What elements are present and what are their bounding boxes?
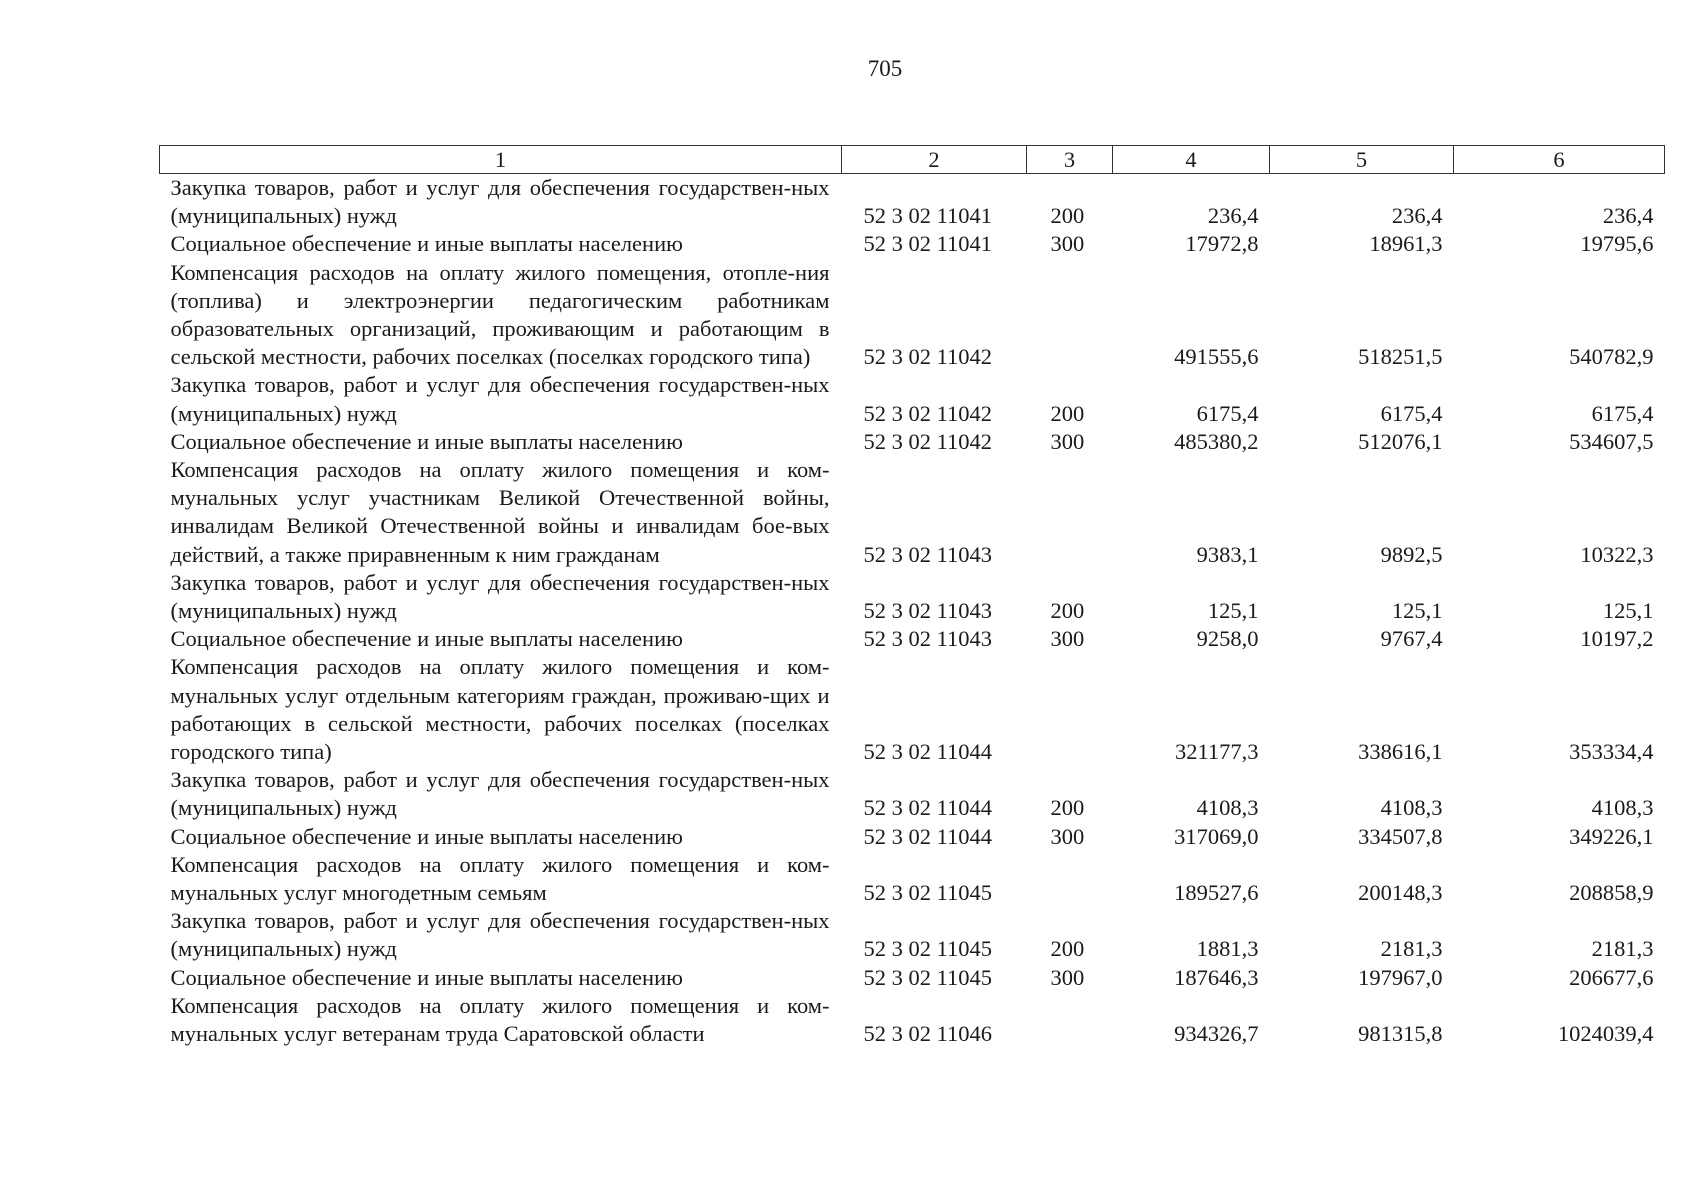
row-value-1-cell: 485380,2	[1174, 428, 1259, 454]
row-code-cell: 52 3 02 11045	[863, 880, 993, 906]
row-name-cell: Компенсация расходов на оплату жилого помещения и ком-мунальных услуг отдельным категориям граждан, проживаю-щих и работающих в сельской местности, рабочих поселках (поселках городского типа)	[170, 654, 830, 765]
row-name-cell: Компенсация расходов на оплату жилого помещения и ком-мунальных услуг участникам Великой Отечественной войны, инвалидам Великой Отечественной войны и инвалидам бое-вых действий, а также приравненным к ним гражданам	[170, 457, 830, 567]
row-name-cell: Социальное обеспечение и иные выплаты населению	[170, 964, 683, 990]
table-body	[160, 174, 1665, 1049]
row-value-1-cell: 17972,8	[1185, 231, 1259, 257]
row-value-3-cell: 6175,4	[1591, 400, 1654, 426]
row-value-2-cell: 518251,5	[1358, 344, 1443, 370]
row-value-2-cell: 6175,4	[1380, 400, 1443, 426]
row-type-cell: 300	[1050, 231, 1085, 257]
row-value-3-cell: 2181,3	[1591, 936, 1654, 962]
row-type-cell	[1027, 259, 1113, 372]
row-name-cell: Закупка товаров, работ и услуг для обеспечения государствен-ных (муниципальных) нужд	[170, 767, 830, 821]
row-type-cell: 200	[1050, 400, 1085, 426]
row-name-cell: Компенсация расходов на оплату жилого помещения, отопле-ния (топлива) и электроэнергии педагогическим работникам образовательных организаций, проживающим и работающим в сельской местности, рабочих поселках (поселках городского типа)	[170, 259, 830, 370]
table-row	[160, 766, 1665, 822]
row-value-2-cell: 334507,8	[1358, 823, 1443, 849]
row-type-cell	[1027, 653, 1113, 766]
row-value-2-cell: 200148,3	[1358, 880, 1443, 906]
table-row	[160, 625, 1665, 653]
table-row	[160, 569, 1665, 625]
row-name-cell: Компенсация расходов на оплату жилого помещения и ком-мунальных услуг ветеранам труда Саратовской области	[170, 992, 830, 1047]
row-name-cell: Социальное обеспечение и иные выплаты населению	[170, 626, 683, 652]
row-type-cell: 200	[1050, 936, 1085, 962]
row-value-1-cell: 9383,1	[1196, 541, 1259, 567]
row-value-1-cell: 491555,6	[1174, 344, 1259, 370]
table-row	[160, 371, 1665, 427]
table-row	[160, 456, 1665, 569]
row-value-2-cell: 4108,3	[1380, 795, 1443, 821]
row-value-1-cell: 4108,3	[1196, 795, 1259, 821]
row-code-cell: 52 3 02 11041	[863, 203, 993, 229]
table-row	[160, 174, 1665, 231]
row-code-cell: 52 3 02 11043	[863, 598, 993, 624]
row-code-cell: 52 3 02 11043	[863, 541, 993, 567]
row-code-cell: 52 3 02 11044	[863, 795, 993, 821]
table-row	[160, 964, 1665, 992]
header-col-3: 3	[1027, 146, 1113, 174]
budget-table	[159, 145, 1665, 1048]
row-value-3-cell: 208858,9	[1569, 880, 1654, 906]
row-value-1-cell: 187646,3	[1174, 964, 1259, 990]
row-value-3-cell: 353334,4	[1569, 739, 1654, 765]
row-value-2-cell: 197967,0	[1358, 964, 1443, 990]
row-value-3-cell: 4108,3	[1591, 795, 1654, 821]
row-type-cell	[1027, 456, 1113, 569]
row-value-2-cell: 338616,1	[1358, 739, 1443, 765]
row-type-cell: 300	[1050, 626, 1085, 652]
table-row	[160, 907, 1665, 963]
row-value-1-cell: 1881,3	[1196, 936, 1259, 962]
row-type-cell: 200	[1050, 795, 1085, 821]
table-row	[160, 230, 1665, 258]
table-row	[160, 259, 1665, 372]
row-value-3-cell: 19795,6	[1580, 231, 1654, 257]
page-number: 705	[867, 56, 903, 81]
row-name-cell: Закупка товаров, работ и услуг для обеспечения государствен-ных (муниципальных) нужд	[170, 175, 830, 229]
table-row	[160, 428, 1665, 456]
row-name-cell: Закупка товаров, работ и услуг для обеспечения государствен-ных (муниципальных) нужд	[170, 908, 830, 962]
row-value-3-cell: 1024039,4	[1557, 1021, 1654, 1047]
table-row	[160, 992, 1665, 1048]
row-value-3-cell: 349226,1	[1569, 823, 1654, 849]
row-value-2-cell: 981315,8	[1358, 1021, 1443, 1047]
row-value-1-cell: 6175,4	[1196, 400, 1259, 426]
row-code-cell: 52 3 02 11042	[863, 428, 993, 454]
row-code-cell: 52 3 02 11042	[863, 400, 993, 426]
row-value-1-cell: 189527,6	[1174, 880, 1259, 906]
row-value-3-cell: 206677,6	[1569, 964, 1654, 990]
row-code-cell: 52 3 02 11042	[863, 344, 993, 370]
header-col-2: 2	[842, 146, 1027, 174]
row-value-1-cell: 125,1	[1207, 598, 1259, 624]
row-value-2-cell: 236,4	[1391, 203, 1443, 229]
row-value-1-cell: 9258,0	[1196, 626, 1259, 652]
row-value-3-cell: 10322,3	[1580, 541, 1654, 567]
row-name-cell: Социальное обеспечение и иные выплаты населению	[170, 428, 683, 454]
row-name-cell: Социальное обеспечение и иные выплаты населению	[170, 823, 683, 849]
table-row	[160, 653, 1665, 766]
row-value-3-cell: 534607,5	[1569, 428, 1654, 454]
row-code-cell: 52 3 02 11041	[863, 231, 993, 257]
row-code-cell: 52 3 02 11044	[863, 823, 993, 849]
row-type-cell: 300	[1050, 964, 1085, 990]
header-col-1: 1	[160, 146, 842, 174]
row-value-2-cell: 2181,3	[1380, 936, 1443, 962]
row-name-cell: Компенсация расходов на оплату жилого помещения и ком-мунальных услуг многодетным семьям	[170, 851, 830, 906]
row-value-3-cell: 125,1	[1602, 598, 1654, 624]
row-name-cell: Закупка товаров, работ и услуг для обеспечения государствен-ных (муниципальных) нужд	[170, 372, 830, 426]
row-type-cell	[1027, 851, 1113, 907]
row-value-1-cell: 321177,3	[1174, 739, 1259, 765]
row-code-cell: 52 3 02 11044	[863, 739, 993, 765]
table-row	[160, 851, 1665, 907]
row-code-cell: 52 3 02 11045	[863, 936, 993, 962]
row-value-2-cell: 512076,1	[1358, 428, 1443, 454]
row-type-cell: 300	[1050, 823, 1085, 849]
row-value-2-cell: 125,1	[1391, 598, 1443, 624]
row-value-1-cell: 934326,7	[1174, 1021, 1259, 1047]
header-row	[160, 146, 1665, 174]
table-row	[160, 823, 1665, 851]
row-type-cell	[1027, 992, 1113, 1048]
row-type-cell: 300	[1050, 428, 1085, 454]
row-value-3-cell: 540782,9	[1569, 344, 1654, 370]
header-col-5: 5	[1270, 146, 1454, 174]
row-value-1-cell: 317069,0	[1174, 823, 1259, 849]
row-name-cell: Закупка товаров, работ и услуг для обеспечения государствен-ных (муниципальных) нужд	[170, 569, 830, 624]
row-code-cell: 52 3 02 11043	[863, 626, 993, 652]
row-value-3-cell: 10197,2	[1580, 626, 1654, 652]
header-col-4: 4	[1113, 146, 1270, 174]
row-type-cell: 200	[1050, 203, 1085, 229]
row-value-2-cell: 9767,4	[1380, 626, 1443, 652]
row-value-2-cell: 9892,5	[1380, 541, 1443, 567]
row-value-1-cell: 236,4	[1207, 203, 1259, 229]
row-code-cell: 52 3 02 11045	[863, 964, 993, 990]
row-code-cell: 52 3 02 11046	[863, 1021, 993, 1047]
row-type-cell: 200	[1050, 598, 1085, 624]
table-header	[160, 146, 1665, 174]
row-value-3-cell: 236,4	[1602, 203, 1654, 229]
header-col-6: 6	[1454, 146, 1665, 174]
row-value-2-cell: 18961,3	[1369, 231, 1443, 257]
row-name-cell: Социальное обеспечение и иные выплаты населению	[170, 231, 683, 257]
